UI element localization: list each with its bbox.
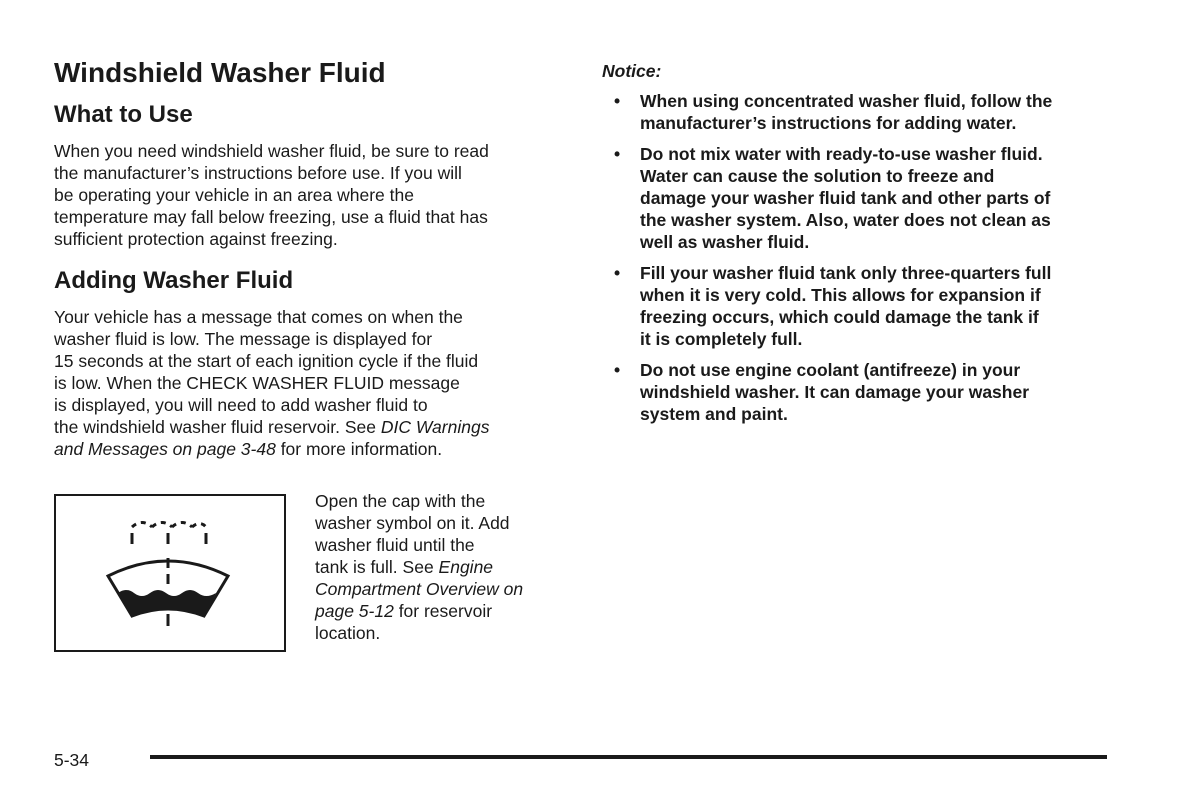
notice-line: when it is very cold. This allows for expansion if [640,285,1041,305]
notice-line: Do not mix water with ready-to-use washer fluid. [640,144,1043,164]
bullet-icon: • [614,263,621,283]
notice-line: the washer system. Also, water does not clean as [640,210,1051,230]
notice-line: well as washer fluid. [640,232,810,252]
engine-compartment-link-continued[interactable]: Compartment Overview on [315,579,524,599]
notice-line: Do not use engine coolant (antifreeze) in your [640,360,1021,380]
engine-compartment-link[interactable]: Engine [438,557,494,577]
section-heading-what-to-use: What to Use [54,101,193,128]
paragraph-tail: for more information. [275,439,443,459]
paragraph-line: the manufacturer’s instructions before use. If you will [54,163,462,183]
paragraph-line [54,438,564,460]
caption-line: washer symbol on it. Add [315,513,510,533]
windshield-washer-symbol-icon [56,496,284,650]
caption-line: Open the cap with the [315,491,486,511]
left-column [54,56,564,460]
notice-item [602,359,1122,425]
figure-caption-paragraph [315,490,565,644]
paragraph-line [54,416,564,438]
paragraph-line: sufficient protection against freezing. [54,229,338,249]
what-to-use-paragraph [54,140,564,250]
notice-line: system and paint. [640,404,788,424]
dic-warnings-link-continued[interactable]: and Messages on page 3-48 [54,439,276,459]
notice-line: Fill your washer fluid tank only three-quarters full [640,263,1052,283]
bullet-icon: • [614,144,621,164]
paragraph-line: washer fluid is low. The message is displayed for [54,329,433,349]
paragraph-line: Your vehicle has a message that comes on when the [54,307,463,327]
paragraph-line-text: the windshield washer fluid reservoir. See [54,417,381,437]
washer-symbol-figure [54,494,286,652]
adding-washer-fluid-paragraph [54,306,564,460]
caption-tail: for reservoir [393,601,493,621]
notice-list [602,90,1122,425]
figure-caption [315,490,565,644]
paragraph-line: When you need windshield washer fluid, be sure to read [54,141,489,161]
engine-compartment-page-link[interactable]: page 5-12 [315,601,394,621]
paragraph-line: be operating your vehicle in an area where the [54,185,414,205]
notice-line: windshield washer. It can damage your washer [640,382,1030,402]
caption-line: washer fluid until the [315,535,475,555]
paragraph-line: is low. When the CHECK WASHER FLUID message [54,373,460,393]
notice-item [602,262,1122,350]
notice-line: damage your washer fluid tank and other parts of [640,188,1051,208]
caption-line-text: tank is full. See [315,557,439,577]
notice-column [602,60,1122,434]
notice-line: it is completely full. [640,329,803,349]
notice-item [602,143,1122,253]
paragraph-line: temperature may fall below freezing, use a fluid that has [54,207,488,227]
notice-item [602,90,1122,134]
notice-line: Water can cause the solution to freeze and [640,166,995,186]
caption-line [315,556,565,578]
caption-line [315,600,565,622]
paragraph-line: is displayed, you will need to add washer fluid to [54,395,428,415]
paragraph-line: 15 seconds at the start of each ignition cycle if the fluid [54,351,479,371]
notice-heading: Notice: [602,61,662,81]
section-heading-adding-washer-fluid: Adding Washer Fluid [54,267,294,294]
dic-warnings-link[interactable]: DIC Warnings [380,417,490,437]
footer-divider [150,755,1107,759]
notice-line: When using concentrated washer fluid, follow the [640,91,1053,111]
bullet-icon: • [614,360,621,380]
notice-line: manufacturer’s instructions for adding water. [640,113,1017,133]
caption-line: location. [315,623,381,643]
notice-line: freezing occurs, which could damage the tank if [640,307,1039,327]
page-number: 5-34 [54,750,90,770]
bullet-icon: • [614,91,621,111]
page-title: Windshield Washer Fluid [54,57,386,88]
